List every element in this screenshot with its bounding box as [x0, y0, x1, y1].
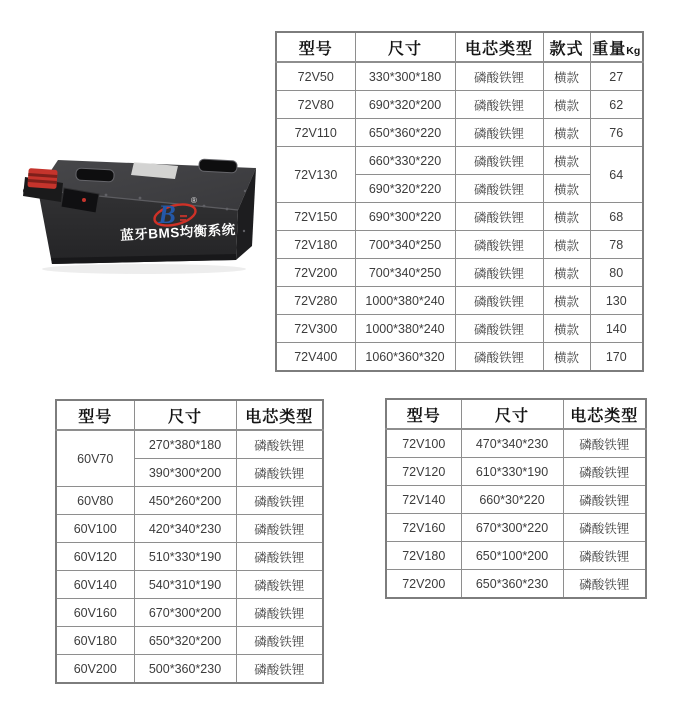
- table-cell: 磷酸铁锂: [455, 147, 543, 175]
- table-row: [276, 91, 643, 119]
- table-cell: 磷酸铁锂: [563, 514, 646, 542]
- table-row: [386, 570, 646, 599]
- table-cell: 横款: [543, 119, 590, 147]
- table-cell: 660*30*220: [461, 486, 563, 514]
- table-cell: 650*360*220: [355, 119, 455, 147]
- table-cell: 72V150: [276, 203, 355, 231]
- table-cell: 72V140: [386, 486, 461, 514]
- table-cell: 60V80: [56, 487, 134, 515]
- table-cell: 650*320*200: [134, 627, 236, 655]
- table-cell: 磷酸铁锂: [455, 175, 543, 203]
- table-row: [276, 315, 643, 343]
- table-row: [276, 343, 643, 372]
- table-cell: 72V110: [276, 119, 355, 147]
- table-cell: 72V400: [276, 343, 355, 372]
- table-cell: 磷酸铁锂: [563, 486, 646, 514]
- table-row: [276, 147, 643, 175]
- table-cell: 80: [590, 259, 643, 287]
- table-cell: 磷酸铁锂: [236, 627, 323, 655]
- table-row: [56, 571, 323, 599]
- table-cell: 690*300*220: [355, 203, 455, 231]
- table-cell: 27: [590, 62, 643, 91]
- table-cell: 170: [590, 343, 643, 372]
- table-cell: 60V70: [56, 430, 134, 487]
- table-cell: 270*380*180: [134, 430, 236, 459]
- table-cell: 磷酸铁锂: [455, 315, 543, 343]
- table-cell: 横款: [543, 91, 590, 119]
- battery-spec-table-72v-main: [275, 31, 644, 372]
- table-cell: 磷酸铁锂: [563, 542, 646, 570]
- table-cell: 磷酸铁锂: [236, 571, 323, 599]
- table-row: [56, 543, 323, 571]
- header-row: [56, 400, 323, 430]
- table-row: [276, 231, 643, 259]
- table-cell: 72V200: [276, 259, 355, 287]
- column-header: 型号: [386, 399, 461, 429]
- table-cell: 磷酸铁锂: [455, 231, 543, 259]
- header-row: [276, 32, 643, 62]
- table-cell: 60V100: [56, 515, 134, 543]
- table-cell: 磷酸铁锂: [236, 655, 323, 684]
- table-cell: 60V140: [56, 571, 134, 599]
- table-cell: 1000*380*240: [355, 287, 455, 315]
- table-cell: 磷酸铁锂: [455, 343, 543, 372]
- table-cell: 磷酸铁锂: [563, 570, 646, 599]
- table-cell: 660*330*220: [355, 147, 455, 175]
- table-row: [56, 487, 323, 515]
- table-cell: 磷酸铁锂: [236, 543, 323, 571]
- table-cell: 650*100*200: [461, 542, 563, 570]
- table-cell: 690*320*220: [355, 175, 455, 203]
- table-cell: 横款: [543, 259, 590, 287]
- table-cell: 磷酸铁锂: [563, 458, 646, 486]
- registered-trademark-icon: ®: [191, 196, 197, 205]
- table-cell: 1060*360*320: [355, 343, 455, 372]
- table-cell: 540*310*190: [134, 571, 236, 599]
- column-header: 重量Kg: [590, 32, 643, 62]
- table-cell: 72V120: [386, 458, 461, 486]
- table-row: [386, 429, 646, 458]
- table-cell: 磷酸铁锂: [455, 287, 543, 315]
- table-cell: 磷酸铁锂: [236, 515, 323, 543]
- column-header: 尺寸: [134, 400, 236, 430]
- table-cell: 68: [590, 203, 643, 231]
- table-cell: 横款: [543, 175, 590, 203]
- table-cell: 690*320*200: [355, 91, 455, 119]
- table-cell: 450*260*200: [134, 487, 236, 515]
- table-row: [386, 514, 646, 542]
- handle-slot-icon: [76, 168, 115, 182]
- table-cell: 磷酸铁锂: [455, 119, 543, 147]
- table-cell: 横款: [543, 147, 590, 175]
- table-row: [386, 542, 646, 570]
- battery-spec-table-60v: [55, 399, 324, 684]
- table-cell: 140: [590, 315, 643, 343]
- table-cell: 670*300*200: [134, 599, 236, 627]
- table-cell: 60V180: [56, 627, 134, 655]
- table-cell: 72V180: [386, 542, 461, 570]
- table-row: [386, 486, 646, 514]
- table-cell: 72V280: [276, 287, 355, 315]
- table-cell: 磷酸铁锂: [455, 91, 543, 119]
- handle-slot-icon: [199, 159, 238, 173]
- table-cell: 磷酸铁锂: [236, 430, 323, 459]
- table-row: [276, 287, 643, 315]
- table-cell: 72V50: [276, 62, 355, 91]
- table-cell: 670*300*220: [461, 514, 563, 542]
- table-cell: 390*300*200: [134, 459, 236, 487]
- table-cell: 磷酸铁锂: [236, 599, 323, 627]
- table-cell: 横款: [543, 203, 590, 231]
- table-row: [276, 119, 643, 147]
- table-cell: 横款: [543, 315, 590, 343]
- table-cell: 60V160: [56, 599, 134, 627]
- battery-shadow: [42, 264, 246, 274]
- table-cell: 磷酸铁锂: [563, 429, 646, 458]
- column-header: 尺寸: [461, 399, 563, 429]
- table-row: [276, 203, 643, 231]
- table-row: [56, 599, 323, 627]
- column-header: 型号: [276, 32, 355, 62]
- table-cell: 72V200: [386, 570, 461, 599]
- table-row: [56, 430, 323, 459]
- table-cell: 磷酸铁锂: [455, 62, 543, 91]
- battery-3d-illustration: [22, 136, 270, 278]
- column-header: 电芯类型: [455, 32, 543, 62]
- table-cell: 62: [590, 91, 643, 119]
- table-cell: 横款: [543, 231, 590, 259]
- table-row: [56, 627, 323, 655]
- table-cell: 72V100: [386, 429, 461, 458]
- table-cell: 1000*380*240: [355, 315, 455, 343]
- column-header: 型号: [56, 400, 134, 430]
- battery-product-image: [22, 136, 270, 278]
- table-cell: 700*340*250: [355, 259, 455, 287]
- table-cell: 横款: [543, 343, 590, 372]
- table-cell: 500*360*230: [134, 655, 236, 684]
- table-cell: 330*300*180: [355, 62, 455, 91]
- table-cell: 72V300: [276, 315, 355, 343]
- column-header: 电芯类型: [236, 400, 323, 430]
- table-cell: 420*340*230: [134, 515, 236, 543]
- table-cell: 76: [590, 119, 643, 147]
- column-header: 尺寸: [355, 32, 455, 62]
- table-cell: 470*340*230: [461, 429, 563, 458]
- table-cell: 横款: [543, 62, 590, 91]
- table-cell: 72V130: [276, 147, 355, 203]
- table-cell: 60V120: [56, 543, 134, 571]
- table-cell: 横款: [543, 287, 590, 315]
- column-header: 电芯类型: [563, 399, 646, 429]
- table-row: [276, 259, 643, 287]
- table-cell: 700*340*250: [355, 231, 455, 259]
- table-cell: 磷酸铁锂: [236, 487, 323, 515]
- table-cell: 磷酸铁锂: [455, 203, 543, 231]
- table-cell: 磷酸铁锂: [236, 459, 323, 487]
- table-cell: 510*330*190: [134, 543, 236, 571]
- table-row: [56, 655, 323, 684]
- column-header: 款式: [543, 32, 590, 62]
- table-row: [56, 515, 323, 543]
- logo-letter: B: [158, 200, 176, 229]
- table-cell: 610*330*190: [461, 458, 563, 486]
- table-cell: 78: [590, 231, 643, 259]
- battery-front-label: 蓝牙BMS均衡系统: [119, 221, 237, 244]
- table-cell: 72V160: [386, 514, 461, 542]
- table-cell: 72V80: [276, 91, 355, 119]
- table-cell: 650*360*230: [461, 570, 563, 599]
- table-row: [386, 458, 646, 486]
- battery-spec-table-72v-secondary: [385, 398, 647, 599]
- table-row: [276, 62, 643, 91]
- table-cell: 72V180: [276, 231, 355, 259]
- table-cell: 130: [590, 287, 643, 315]
- table-cell: 64: [590, 147, 643, 203]
- header-row: [386, 399, 646, 429]
- table-cell: 60V200: [56, 655, 134, 684]
- table-cell: 磷酸铁锂: [455, 259, 543, 287]
